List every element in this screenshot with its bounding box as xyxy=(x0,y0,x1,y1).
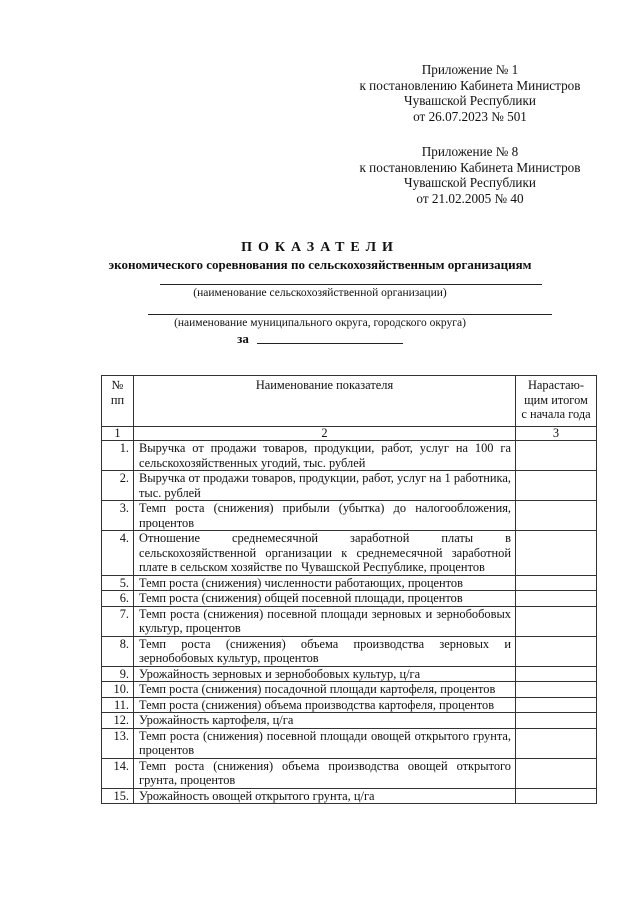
table-row xyxy=(102,531,597,576)
table-row xyxy=(102,636,597,666)
document-title: ПОКАЗАТЕЛИ xyxy=(241,240,399,255)
appendix-8-reference xyxy=(350,144,590,206)
appendix-1-number: Приложение № 1 xyxy=(421,62,519,77)
indicator-value-cell[interactable] xyxy=(516,788,597,804)
indicator-name: Темп роста (снижения) посевной площади овощей открытого грунта, процентов xyxy=(134,728,516,758)
indicator-name: Урожайность зерновых и зернобобовых культур, ц/га xyxy=(134,666,516,682)
table-row xyxy=(102,713,597,729)
indicator-value-cell[interactable] xyxy=(516,575,597,591)
row-number: 8. xyxy=(102,636,134,666)
indicator-name: Темп роста (снижения) прибыли (убытка) до налогообложения, процентов xyxy=(134,501,516,531)
indicator-value-cell[interactable] xyxy=(516,758,597,788)
indicator-value-cell[interactable] xyxy=(516,591,597,607)
indicator-name: Отношение среднемесячной заработной платы в сельскохозяйственной организации к среднемесячной заработной плате в сельском хозяйстве по Чувашской Республике, процентов xyxy=(134,531,516,576)
indicator-value-cell[interactable] xyxy=(516,531,597,576)
row-number: 13. xyxy=(102,728,134,758)
row-number: 10. xyxy=(102,682,134,698)
indicator-name: Темп роста (снижения) численности работающих, процентов xyxy=(134,575,516,591)
header-name: Наименование показателя xyxy=(134,376,516,427)
appendix-8-date: от 21.02.2005 № 40 xyxy=(416,190,524,206)
row-number: 9. xyxy=(102,666,134,682)
column-number-row xyxy=(102,427,597,441)
district-name-line xyxy=(148,314,552,315)
indicator-value-cell[interactable] xyxy=(516,697,597,713)
indicator-value-cell[interactable] xyxy=(516,501,597,531)
indicator-value-cell[interactable] xyxy=(516,606,597,636)
row-number: 11. xyxy=(102,697,134,713)
row-number: 7. xyxy=(102,606,134,636)
indicator-value-cell[interactable] xyxy=(516,441,597,471)
indicator-value-cell[interactable] xyxy=(516,713,597,729)
table-row xyxy=(102,682,597,698)
column-number-2: 2 xyxy=(134,427,516,441)
period-line xyxy=(257,331,403,344)
column-number-3: 3 xyxy=(516,427,597,441)
indicator-value-cell[interactable] xyxy=(516,666,597,682)
header-value: Нарастаю-щим итогом с начала года xyxy=(516,376,597,427)
row-number: 15. xyxy=(102,788,134,804)
indicator-name: Темп роста (снижения) объема производства картофеля, процентов xyxy=(134,697,516,713)
indicator-name: Урожайность овощей открытого грунта, ц/га xyxy=(134,788,516,804)
appendix-1-region: Чувашской Республики xyxy=(404,93,536,108)
indicator-name: Урожайность картофеля, ц/га xyxy=(134,713,516,729)
row-number: 6. xyxy=(102,591,134,607)
row-number: 3. xyxy=(102,501,134,531)
table-row xyxy=(102,591,597,607)
table-row xyxy=(102,575,597,591)
table-row xyxy=(102,697,597,713)
row-number: 14. xyxy=(102,758,134,788)
period-row xyxy=(0,331,640,347)
table-row xyxy=(102,606,597,636)
indicator-value-cell[interactable] xyxy=(516,471,597,501)
period-label: за xyxy=(237,331,249,346)
appendix-1-issuer: к постановлению Кабинета Министров xyxy=(359,77,581,93)
table-row xyxy=(102,758,597,788)
document-subtitle: экономического соревнования по сельскохозяйственным организациям xyxy=(108,257,532,272)
organization-name-caption: (наименование сельскохозяйственной организации) xyxy=(193,287,447,299)
table-row xyxy=(102,441,597,471)
appendix-1-reference xyxy=(350,62,590,124)
table-row xyxy=(102,728,597,758)
appendix-8-issuer: к постановлению Кабинета Министров xyxy=(359,159,581,175)
indicator-name: Темп роста (снижения) общей посевной площади, процентов xyxy=(134,591,516,607)
table-header-row xyxy=(102,376,597,427)
table-row xyxy=(102,501,597,531)
indicator-value-cell[interactable] xyxy=(516,728,597,758)
table-row xyxy=(102,471,597,501)
appendix-8-region: Чувашской Республики xyxy=(404,175,536,190)
indicator-name: Темп роста (снижения) объема производства зерновых и зернобобовых культур, процентов xyxy=(134,636,516,666)
appendix-8-number: Приложение № 8 xyxy=(421,144,519,159)
indicators-body xyxy=(102,441,597,804)
district-name-caption: (наименование муниципального округа, городского округа) xyxy=(174,317,466,329)
row-number: 2. xyxy=(102,471,134,501)
organization-name-line xyxy=(160,284,542,285)
indicator-value-cell[interactable] xyxy=(516,636,597,666)
indicator-name: Выручка от продажи товаров, продукции, работ, услуг на 100 га сельскохозяйственных угодий, тыс. рублей xyxy=(134,441,516,471)
row-number: 1. xyxy=(102,441,134,471)
header-num: № пп xyxy=(102,376,134,427)
column-number-1: 1 xyxy=(102,427,134,441)
indicator-name: Темп роста (снижения) посевной площади зерновых и зернобобовых культур, процентов xyxy=(134,606,516,636)
row-number: 4. xyxy=(102,531,134,576)
appendix-1-date: от 26.07.2023 № 501 xyxy=(413,108,527,124)
indicator-name: Выручка от продажи товаров, продукции, работ, услуг на 1 работника, тыс. рублей xyxy=(134,471,516,501)
indicator-value-cell[interactable] xyxy=(516,682,597,698)
indicator-name: Темп роста (снижения) объема производства овощей открытого грунта, процентов xyxy=(134,758,516,788)
indicator-name: Темп роста (снижения) посадочной площади картофеля, процентов xyxy=(134,682,516,698)
row-number: 12. xyxy=(102,713,134,729)
row-number: 5. xyxy=(102,575,134,591)
indicators-table xyxy=(101,375,597,804)
table-row xyxy=(102,788,597,804)
table-row xyxy=(102,666,597,682)
